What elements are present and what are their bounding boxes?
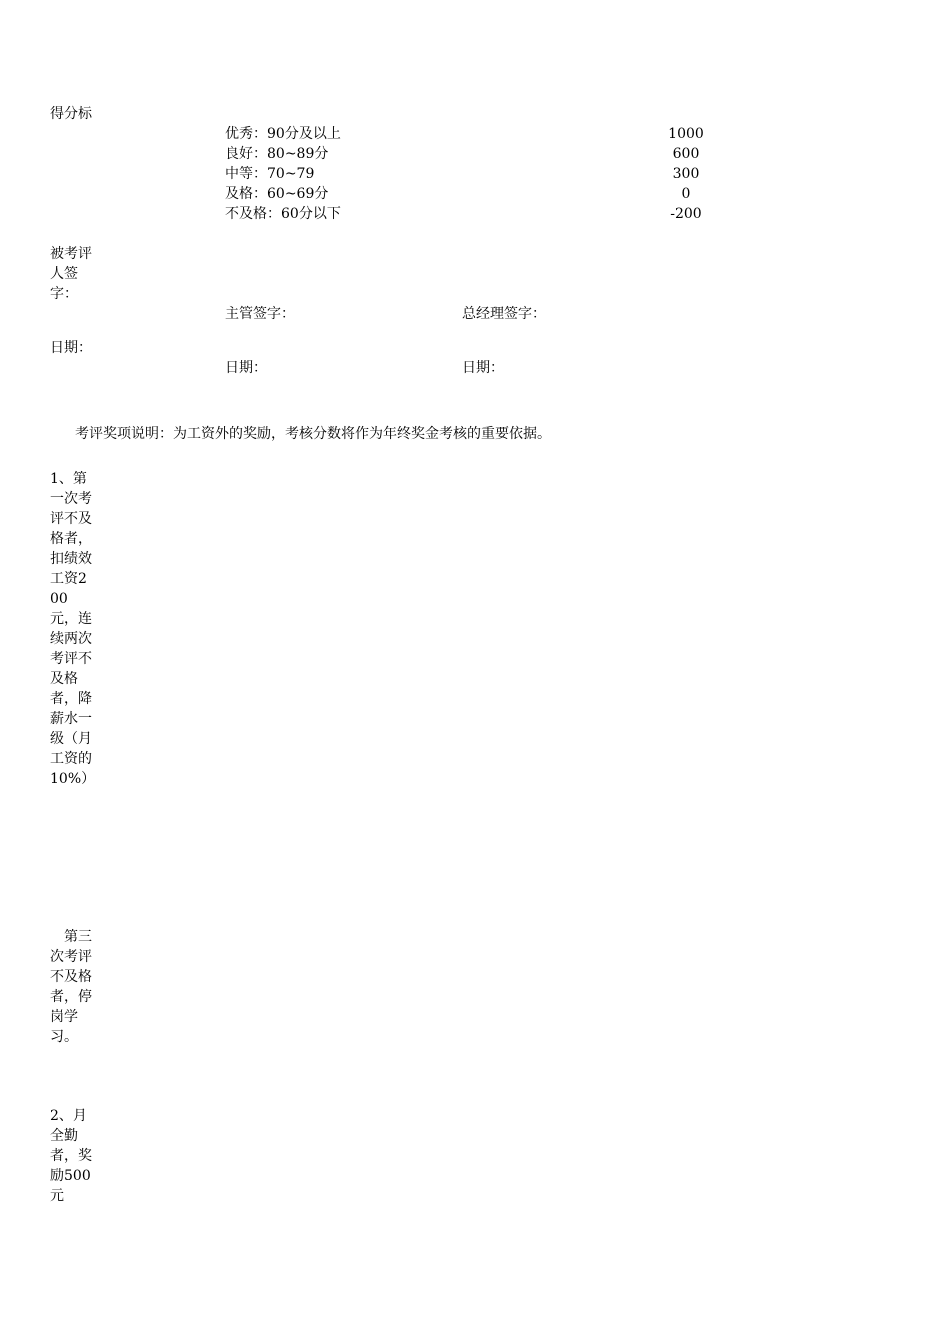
score-standard-label: 得分标 [50,106,92,122]
rule-1: 1、第一次考评不及格者，扣绩效工资200元，连续两次考评不及格者，降薪水一级（月工资的10%） [50,471,96,787]
grade-medium-label: 中等：70~79 [225,166,315,182]
appraisee-date-label: 日期： [50,340,92,356]
award-note: 考评奖项说明：为工资外的奖励，考核分数将作为年终奖金考核的重要依据。 [75,426,551,442]
grade-excellent-label: 优秀：90分及以上 [225,126,341,142]
rule-1-continued: 第三次考评不及格者，停岗学习。 [50,929,92,1045]
rule-2: 2、月全勤者，奖励500元 [50,1108,92,1204]
grade-medium-value: 300 [672,166,700,182]
grade-fail-label: 不及格：60分以下 [225,206,341,222]
grade-pass-value: 0 [681,186,691,202]
grade-good-label: 良好：80~89分 [225,146,329,162]
grade-excellent-value: 1000 [668,126,704,142]
supervisor-date-label: 日期： [225,360,267,376]
appraisee-signature-label: 被考评人签字： [50,246,92,302]
general-manager-date-label: 日期： [462,360,504,376]
grade-fail-value: -200 [670,206,702,222]
supervisor-signature-label: 主管签字： [225,306,295,322]
general-manager-signature-label: 总经理签字： [462,306,546,322]
grade-pass-label: 及格：60~69分 [225,186,329,202]
grade-good-value: 600 [672,146,700,162]
